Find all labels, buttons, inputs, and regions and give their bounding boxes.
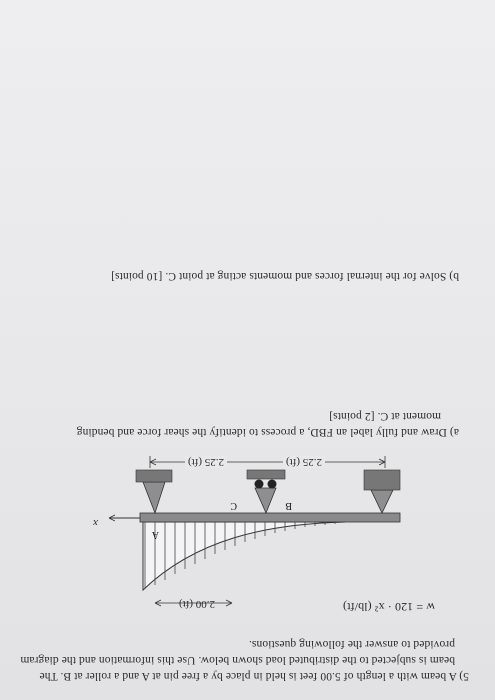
x-axis-arrow — [109, 515, 140, 521]
problem-intro-text-1: A beam with a length of 5.00 feet is held in place by a free pin at A and a roller at B. The — [39, 670, 457, 682]
part-a-line-2: moment at C. [2 points] — [329, 410, 441, 422]
pin-support-a — [136, 470, 172, 513]
dimension-second-span-label: 2.25 (ft) — [185, 456, 227, 468]
problem-intro-line-3: provided to answer the following questions. — [248, 638, 455, 650]
roller-support-b — [247, 470, 285, 513]
point-c-label: C — [230, 500, 237, 511]
support-b-label: B — [285, 500, 292, 511]
part-a-line-1 — [77, 426, 459, 438]
part-a-text-1: Draw and fully label an FBD, a process to identify the shear force and bending — [76, 426, 447, 438]
problem-intro-line-2: beam is subjected to the distributed load shown below. Use this information and the diagram — [20, 654, 455, 666]
beam — [140, 513, 400, 522]
distributed-load — [143, 522, 345, 590]
part-a-label: a) — [449, 426, 459, 438]
problem-number: 5) — [459, 670, 469, 682]
dimension-first-span-label: 2.00 (ft) — [178, 598, 215, 610]
part-b-text-1: Solve for the internal forces and moments acting at point C. [10 points] — [111, 270, 447, 282]
left-support-c — [364, 470, 400, 513]
load-equation-text: w = 120 · x² — [374, 600, 435, 614]
part-b-line-1 — [111, 270, 459, 282]
x-axis-label: x — [93, 517, 98, 529]
dimension-third-span-label: 2.25 (ft) — [283, 456, 325, 468]
part-b-label: b) — [449, 270, 459, 282]
support-a-label: A — [151, 529, 159, 540]
load-equation-units: (lb/ft) — [342, 600, 372, 614]
